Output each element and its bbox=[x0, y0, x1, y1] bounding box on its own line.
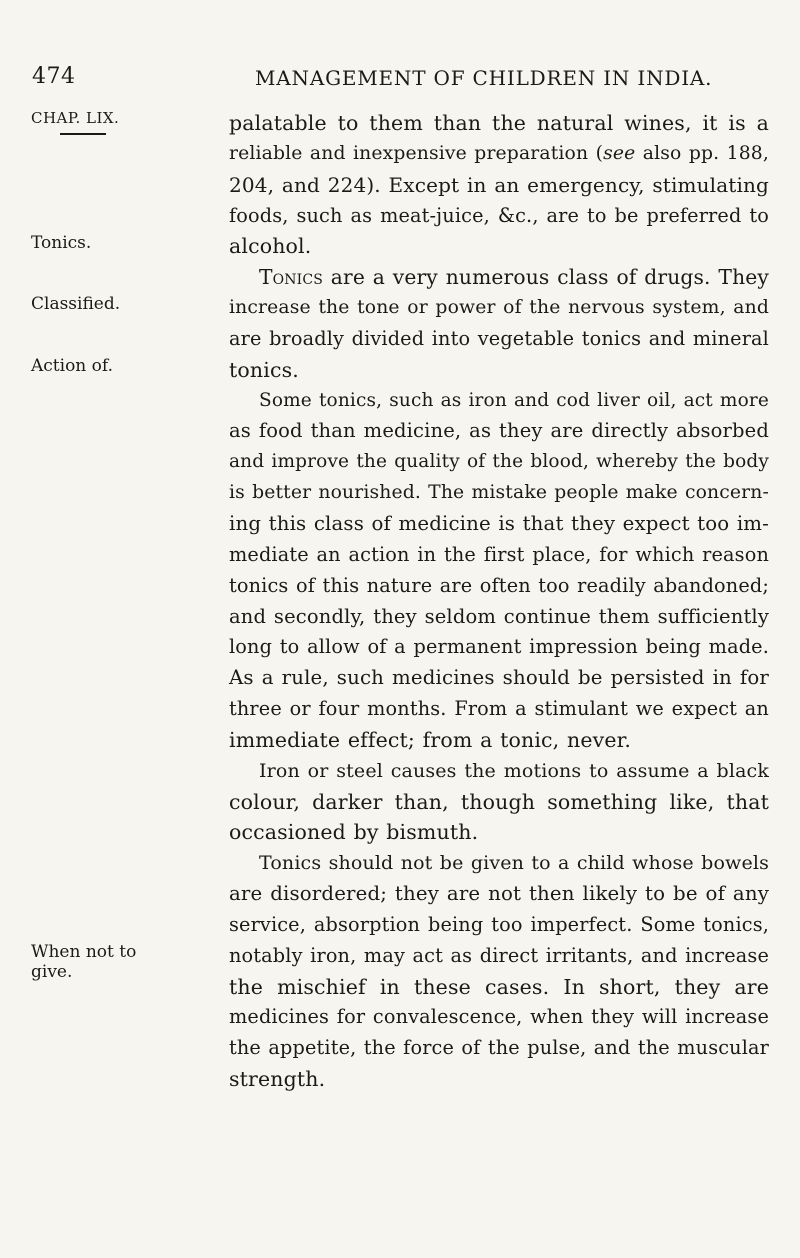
text-line: are broadly divided into vegetable tonics and mineral bbox=[229, 326, 769, 350]
margin-note-when-not-line-2: give. bbox=[31, 962, 73, 982]
text-line: and secondly, they seldom continue them sufficiently bbox=[229, 604, 769, 628]
text-line: 204, and 224). Except in an emergency, stimulating bbox=[229, 172, 769, 197]
margin-note-when-not bbox=[31, 942, 136, 982]
running-head: MANAGEMENT OF CHILDREN IN INDIA. bbox=[255, 66, 713, 90]
text-line bbox=[229, 262, 769, 293]
text-line: are disordered; they are not then likely to be of any bbox=[229, 882, 769, 906]
body-text bbox=[229, 108, 769, 1095]
margin-note-when-not-line-1: When not to bbox=[31, 942, 137, 962]
text-line: the appetite, the force of the pulse, and the muscular bbox=[229, 1036, 769, 1060]
text-fragment: reliable and inexpensive preparation ( bbox=[229, 142, 604, 164]
chapter-label: CHAP. LIX. bbox=[31, 109, 120, 127]
text-line bbox=[229, 139, 769, 170]
text-line: Tonics should not be given to a child whose bowels bbox=[259, 852, 769, 875]
text-line: notably iron, may act as direct irritants, and increase bbox=[229, 943, 769, 967]
chapter-rule bbox=[60, 133, 106, 135]
text-line: long to allow of a permanent impression being made. bbox=[229, 635, 769, 659]
text-line: is better nourished. The mistake people make concern- bbox=[229, 482, 769, 504]
text-fragment: are a very numerous class of drugs. They bbox=[322, 265, 769, 290]
margin-note-classified: Classified. bbox=[31, 294, 121, 314]
text-line: medicines for convalescence, when they will increase bbox=[229, 1005, 769, 1029]
text-line: As a rule, such medicines should be persisted in for bbox=[229, 666, 769, 690]
text-line: as food than medicine, as they are directly absorbed bbox=[229, 419, 769, 443]
text-line: Iron or steel causes the motions to assume a black bbox=[259, 759, 769, 782]
text-line: strength. bbox=[229, 1067, 326, 1092]
text-fragment: also pp. 188, bbox=[635, 142, 769, 164]
italic-see: see bbox=[603, 142, 636, 164]
text-line: increase the tone or power of the nervous system, and bbox=[229, 297, 769, 319]
text-line: occasioned by bismuth. bbox=[229, 820, 479, 845]
text-line: mediate an action in the first place, for which reason bbox=[229, 542, 769, 566]
text-line: the mischief in these cases. In short, they are bbox=[229, 974, 769, 999]
page-number: 474 bbox=[32, 64, 76, 89]
text-line: Some tonics, such as iron and cod liver oil, act more bbox=[259, 389, 769, 411]
margin-note-tonics: Tonics. bbox=[31, 233, 92, 253]
text-line: three or four months. From a stimulant we expect an bbox=[229, 697, 769, 721]
text-line: palatable to them than the natural wines, it is a bbox=[229, 111, 769, 135]
text-line: colour, darker than, though something like, that bbox=[229, 789, 769, 814]
text-line: service, absorption being too imperfect. Some tonics, bbox=[229, 912, 769, 936]
tonics-heading: Tonics bbox=[259, 265, 323, 290]
margin-note-action: Action of. bbox=[31, 356, 113, 376]
text-line: ing this class of medicine is that they expect too im- bbox=[229, 511, 769, 535]
text-line: immediate effect; from a tonic, never. bbox=[229, 727, 632, 752]
text-line: alcohol. bbox=[229, 234, 312, 259]
text-line: tonics of this nature are often too readily abandoned; bbox=[229, 573, 769, 597]
text-line: foods, such as meat-juice, &c., are to be preferred to bbox=[229, 203, 769, 227]
text-line: and improve the quality of the blood, whereby the body bbox=[229, 451, 769, 473]
text-line: tonics. bbox=[229, 357, 299, 382]
